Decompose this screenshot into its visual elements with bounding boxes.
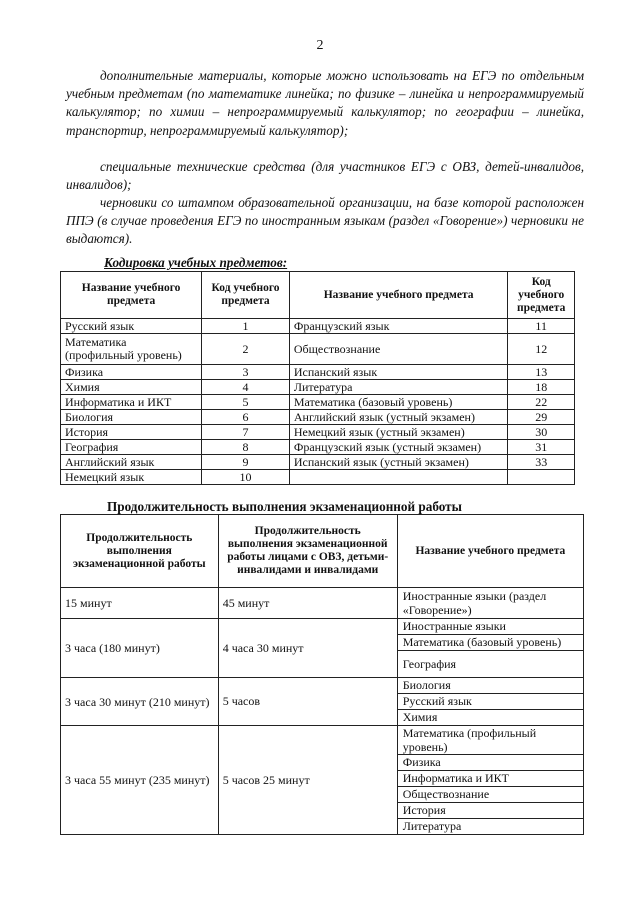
- duration-standard: 3 часа (180 минут): [61, 619, 219, 678]
- duration-subject: Литература: [397, 819, 583, 835]
- codes-row: [61, 334, 575, 365]
- codes-row: [61, 395, 575, 410]
- duration-header-ovz: Продолжительность выполнения экзаменационной работы лицами с ОВЗ, детьми-инвалидами и инвалидами: [218, 515, 397, 588]
- subject-name-left: Математика (профильный уровень): [61, 334, 202, 365]
- duration-header-row: [61, 515, 584, 588]
- codes-row: [61, 365, 575, 380]
- subject-code-right: 11: [508, 319, 575, 334]
- paragraph-drafts-text: черновики со штампом образовательной организации, на базе которой расположен ППЭ (в случае проведения ЕГЭ по иностранным языкам (раздел «Говорение») черновики не выдаются).: [66, 195, 584, 247]
- duration-subject: География: [397, 651, 583, 678]
- subject-code-right: 12: [508, 334, 575, 365]
- duration-row: [61, 619, 584, 635]
- subject-code-right: 29: [508, 410, 575, 425]
- duration-row: [61, 588, 584, 619]
- duration-standard: 3 часа 55 минут (235 минут): [61, 726, 219, 835]
- subject-name-right: Испанский язык: [289, 365, 508, 380]
- paragraph-special-means: [66, 158, 584, 194]
- subject-code-right: 18: [508, 380, 575, 395]
- duration-subject: Обществознание: [397, 787, 583, 803]
- subject-code-right: 22: [508, 395, 575, 410]
- subject-code-right: 33: [508, 455, 575, 470]
- duration-subject: Иностранные языки: [397, 619, 583, 635]
- duration-subject: Химия: [397, 710, 583, 726]
- subject-name-left: Химия: [61, 380, 202, 395]
- subject-code-left: 5: [202, 395, 290, 410]
- subject-code-right: 30: [508, 425, 575, 440]
- subject-name-right: Французский язык: [289, 319, 508, 334]
- duration-header-standard: Продолжительность выполнения экзаменационной работы: [61, 515, 219, 588]
- codes-row: [61, 319, 575, 334]
- subject-name-left: Русский язык: [61, 319, 202, 334]
- subject-code-right: 31: [508, 440, 575, 455]
- duration-subject: Математика (профильный уровень): [397, 726, 583, 755]
- duration-ovz: 4 часа 30 минут: [218, 619, 397, 678]
- page-number: 2: [316, 38, 324, 53]
- subject-code-left: 7: [202, 425, 290, 440]
- subject-code-left: 3: [202, 365, 290, 380]
- duration-subject: Биология: [397, 678, 583, 694]
- duration-ovz: 5 часов: [218, 678, 397, 726]
- subject-name-left: Информатика и ИКТ: [61, 395, 202, 410]
- duration-subject: Русский язык: [397, 694, 583, 710]
- paragraph-materials: [66, 67, 584, 140]
- subject-name-left: Биология: [61, 410, 202, 425]
- subject-name-right: Обществознание: [289, 334, 508, 365]
- duration-ovz: 5 часов 25 минут: [218, 726, 397, 835]
- duration-ovz: 45 минут: [218, 588, 397, 619]
- subject-name-left: География: [61, 440, 202, 455]
- codes-header-subject-left: Название учебного предмета: [61, 272, 202, 319]
- paragraph-drafts: [66, 194, 584, 249]
- subject-code-left: 8: [202, 440, 290, 455]
- duration-table: [60, 514, 584, 835]
- codes-heading: Кодировка учебных предметов:: [104, 255, 288, 270]
- duration-subject: История: [397, 803, 583, 819]
- subject-code-left: 4: [202, 380, 290, 395]
- subject-code-right: [508, 470, 575, 485]
- duration-subject: Иностранные языки (раздел «Говорение»): [397, 588, 583, 619]
- subject-name-right: [289, 470, 508, 485]
- duration-subject: Физика: [397, 755, 583, 771]
- duration-subject: Математика (базовый уровень): [397, 635, 583, 651]
- subject-code-left: 9: [202, 455, 290, 470]
- subject-name-right: Литература: [289, 380, 508, 395]
- subject-name-right: Французский язык (устный экзамен): [289, 440, 508, 455]
- codes-header-code-left: Код учебного предмета: [202, 272, 290, 319]
- duration-table-body: [61, 588, 584, 835]
- subject-code-left: 2: [202, 334, 290, 365]
- subject-code-left: 1: [202, 319, 290, 334]
- subject-name-right: Английский язык (устный экзамен): [289, 410, 508, 425]
- codes-row: [61, 455, 575, 470]
- subject-name-right: Немецкий язык (устный экзамен): [289, 425, 508, 440]
- codes-table-body: [61, 319, 575, 485]
- codes-row: [61, 380, 575, 395]
- codes-row: [61, 410, 575, 425]
- codes-header-code-right: Код учебного предмета: [508, 272, 575, 319]
- subject-name-left: Физика: [61, 365, 202, 380]
- codes-row: [61, 440, 575, 455]
- duration-header-subject: Название учебного предмета: [397, 515, 583, 588]
- duration-heading: Продолжительность выполнения экзаменационной работы: [107, 499, 462, 514]
- subject-name-right: Испанский язык (устный экзамен): [289, 455, 508, 470]
- duration-row: [61, 678, 584, 694]
- subject-name-right: Математика (базовый уровень): [289, 395, 508, 410]
- duration-row: [61, 726, 584, 755]
- paragraph-special-means-text: специальные технические средства (для участников ЕГЭ с ОВЗ, детей-инвалидов, инвалидов);: [66, 159, 584, 193]
- duration-standard: 15 минут: [61, 588, 219, 619]
- subject-name-left: Немецкий язык: [61, 470, 202, 485]
- duration-standard: 3 часа 30 минут (210 минут): [61, 678, 219, 726]
- subject-codes-table: [60, 271, 575, 485]
- subject-code-left: 10: [202, 470, 290, 485]
- subject-code-left: 6: [202, 410, 290, 425]
- paragraph-materials-text: дополнительные материалы, которые можно использовать на ЕГЭ по отдельным учебным предметам (по математике линейка; по физике – линейка и непрограммируемый калькулятор; по химии – непрограммируемый калькулятор; по географии – линейка, транспортир, непрограммируемый калькулятор);: [66, 68, 584, 138]
- codes-header-row: [61, 272, 575, 319]
- codes-row: [61, 425, 575, 440]
- codes-header-subject-right: Название учебного предмета: [289, 272, 508, 319]
- subject-code-right: 13: [508, 365, 575, 380]
- subject-name-left: Английский язык: [61, 455, 202, 470]
- codes-row: [61, 470, 575, 485]
- subject-name-left: История: [61, 425, 202, 440]
- duration-subject: Информатика и ИКТ: [397, 771, 583, 787]
